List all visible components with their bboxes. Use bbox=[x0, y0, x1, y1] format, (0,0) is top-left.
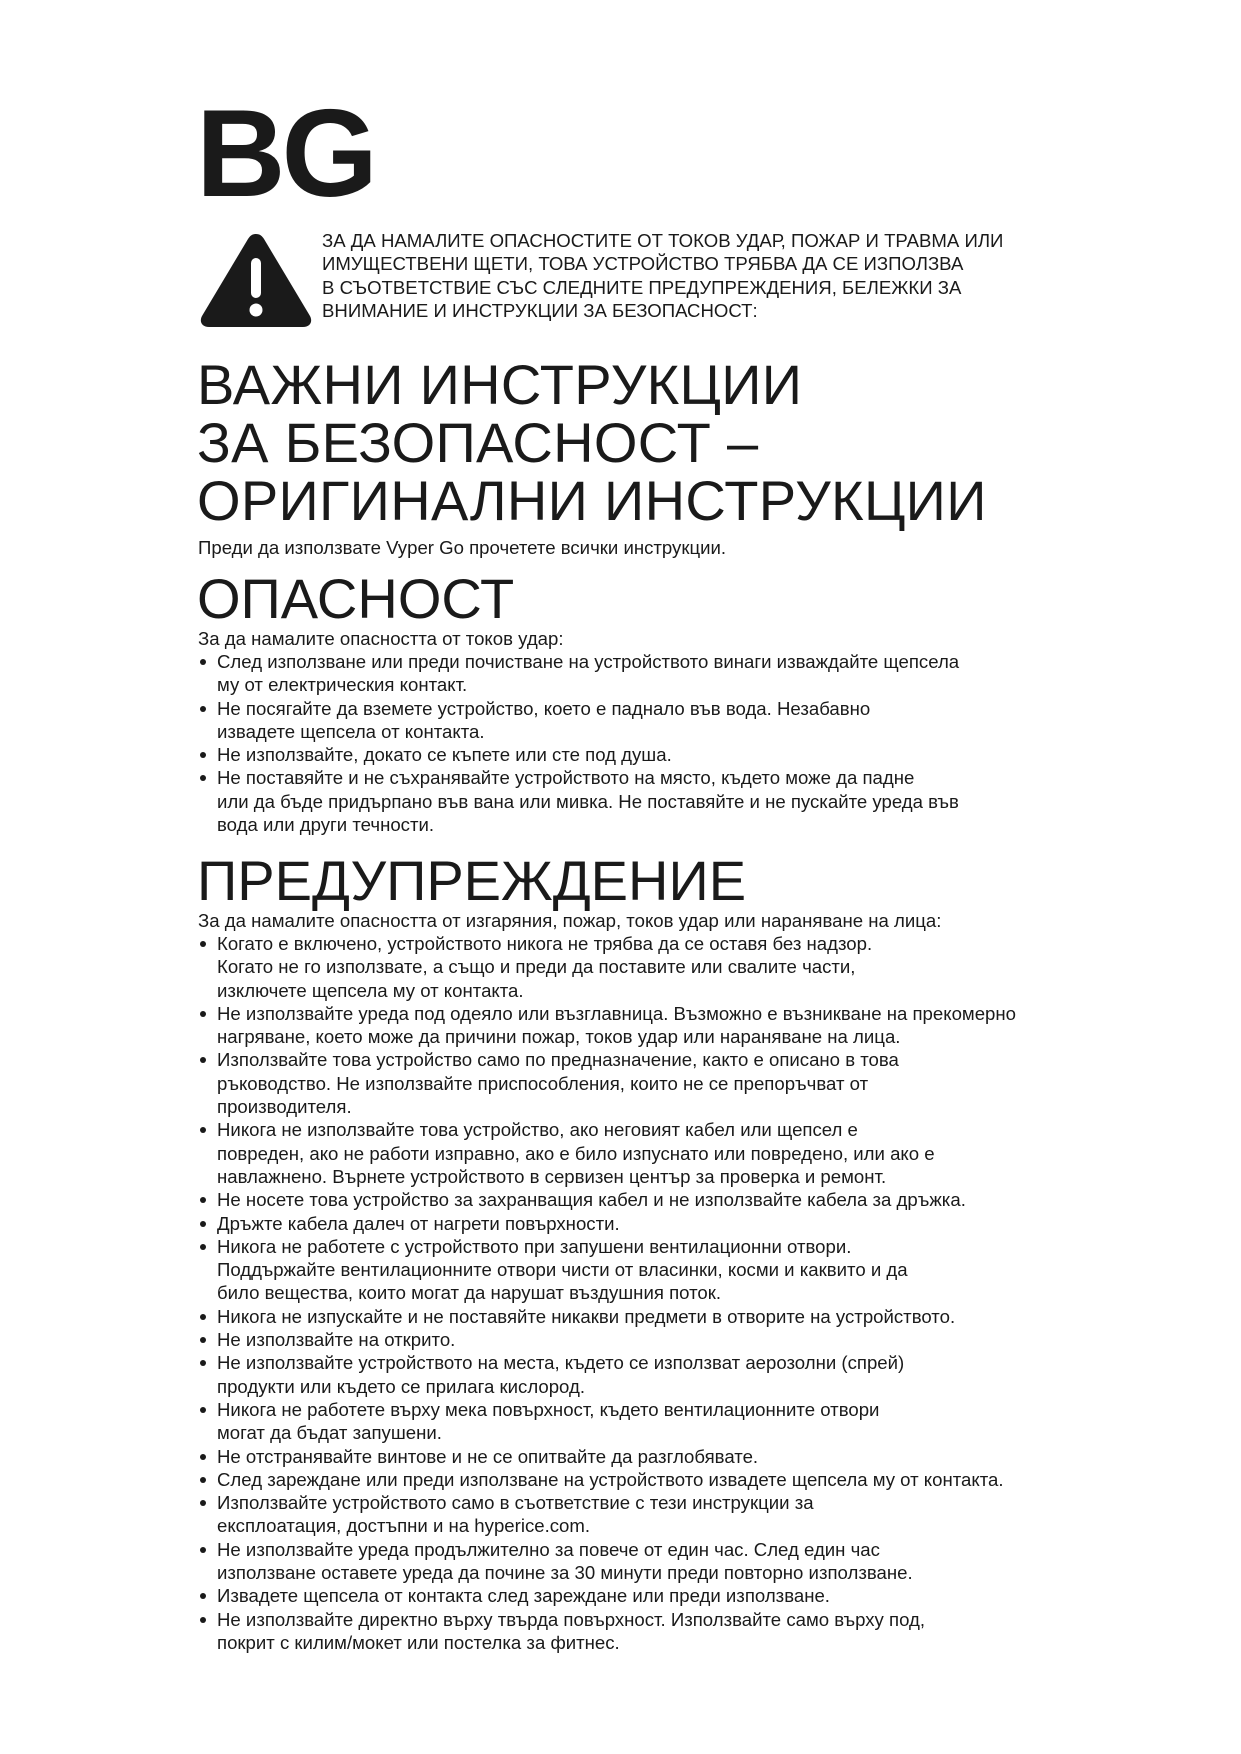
list-item-line: експлоатация, достъпни и на hyperice.com. bbox=[217, 1515, 591, 1537]
list-item-line: продукти или където се прилага кислород. bbox=[217, 1375, 586, 1397]
list-item bbox=[198, 1235, 1078, 1305]
language-code: BG bbox=[196, 85, 374, 223]
list-item bbox=[198, 766, 1078, 836]
list-item-line: Не носете това устройство за захранващия кабел и не използвайте кабела за дръжка. bbox=[217, 1189, 966, 1211]
list-item-line: вода или други течности. bbox=[217, 814, 435, 836]
list-item-line: Поддържайте вентилационните отвори чисти от власинки, косми и каквито и да bbox=[217, 1259, 908, 1281]
list-item-line: нагряване, което може да причини пожар, токов удар или нараняване на лица. bbox=[217, 1026, 901, 1048]
list-item-line: Не използвайте уреда продължително за повече от един час. След един час bbox=[217, 1538, 880, 1560]
list-item bbox=[198, 650, 1078, 697]
list-item bbox=[198, 1538, 1078, 1585]
list-item-line: Когато е включено, устройството никога не трябва да се оставя без надзор. bbox=[217, 933, 873, 954]
read-instructions-note: Преди да използвате Vyper Go прочетете всички инструкции. bbox=[198, 537, 727, 558]
list-item bbox=[198, 743, 1078, 766]
list-item bbox=[198, 1445, 1078, 1468]
list-item-line: Не използвайте, докато се къпете или сте под душа. bbox=[217, 744, 672, 766]
list-item-line: било вещества, които могат да нарушат въздушния поток. bbox=[217, 1282, 722, 1304]
list-item bbox=[198, 1118, 1078, 1188]
list-item bbox=[198, 1305, 1078, 1328]
list-item-line: Дръжте кабела далеч от нагрети повърхности. bbox=[217, 1212, 620, 1234]
danger-list bbox=[198, 650, 1078, 836]
warning-line: ЗА ДА НАМАЛИТЕ ОПАСНОСТИТЕ ОТ ТОКОВ УДАР, ПОЖАР И ТРАВМА ИЛИ bbox=[322, 230, 1004, 251]
title-line: ОРИГИНАЛНИ ИНСТРУКЦИИ bbox=[197, 469, 987, 532]
list-item bbox=[198, 1608, 1078, 1655]
list-item-line: След зареждане или преди използване на устройството извадете щепсела му от контакта. bbox=[217, 1468, 1004, 1490]
list-item-line: навлажнено. Върнете устройството в сервизен център за проверка и ремонт. bbox=[217, 1165, 887, 1187]
list-item bbox=[198, 1188, 1078, 1211]
list-item-line: Не използвайте устройството на места, където се използват аерозолни (спрей) bbox=[217, 1352, 905, 1374]
list-item-line: След използване или преди почистване на устройството винаги изваждайте щепсела bbox=[217, 651, 960, 672]
list-item bbox=[198, 1468, 1078, 1491]
list-item-line: Никога не използвайте това устройство, ако неговият кабел или щепсел е bbox=[217, 1119, 858, 1141]
safety-warning-notice bbox=[322, 229, 1082, 322]
list-item bbox=[198, 1398, 1078, 1445]
list-item-line: повреден, ако не работи изправно, ако е било изпуснато или повредено, или ако е bbox=[217, 1142, 935, 1164]
list-item-line: изключете щепсела му от контакта. bbox=[217, 979, 524, 1001]
warning-list bbox=[198, 932, 1078, 1654]
list-item bbox=[198, 1002, 1078, 1049]
list-item-line: Използвайте устройството само в съответствие с тези инструкции за bbox=[217, 1492, 814, 1514]
title-line: ЗА БЕЗОПАСНОСТ – bbox=[197, 411, 759, 474]
warning-intro: За да намалите опасността от изгаряния, пожар, токов удар или нараняване на лица: bbox=[198, 910, 942, 931]
list-item-line: Когато не го използвате, а също и преди да поставите или свалите части, bbox=[217, 956, 856, 978]
list-item bbox=[198, 1491, 1078, 1538]
list-item-line: Не използвайте директно върху твърда повърхност. Използвайте само върху под, bbox=[217, 1608, 926, 1630]
warning-heading: ПРЕДУПРЕЖДЕНИЕ bbox=[197, 849, 747, 912]
list-item-line: Никога не работете върху мека повърхност, където вентилационните отвори bbox=[217, 1398, 880, 1420]
list-item bbox=[198, 697, 1078, 744]
list-item-line: или да бъде придърпано във вана или мивка. Не поставяйте и не пускайте уреда във bbox=[217, 790, 959, 812]
list-item bbox=[198, 1212, 1078, 1235]
title-line: ВАЖНИ ИНСТРУКЦИИ bbox=[197, 353, 803, 416]
list-item-line: Не използвайте на открито. bbox=[217, 1329, 456, 1351]
warning-triangle-icon bbox=[197, 230, 315, 330]
list-item-line: Не посягайте да вземете устройство, което е паднало във вода. Незабавно bbox=[217, 697, 871, 719]
page-title bbox=[197, 353, 1097, 532]
list-item-line: му от електрическия контакт. bbox=[217, 674, 468, 696]
list-item-line: Никога не работете с устройството при запушени вентилационни отвори. bbox=[217, 1235, 852, 1257]
list-item bbox=[198, 1048, 1078, 1118]
list-item-line: Никога не изпускайте и не поставяйте никакви предмети в отворите на устройството. bbox=[217, 1305, 956, 1327]
list-item-line: ръководство. Не използвайте приспособления, които не се препоръчват от bbox=[217, 1072, 869, 1094]
list-item bbox=[198, 1351, 1078, 1398]
list-item-line: производителя. bbox=[217, 1096, 352, 1118]
list-item-line: могат да бъдат запушени. bbox=[217, 1422, 442, 1444]
list-item bbox=[198, 1328, 1078, 1351]
warning-line: В СЪОТВЕТСТВИЕ СЪС СЛЕДНИТЕ ПРЕДУПРЕЖДЕНИЯ, БЕЛЕЖКИ ЗА bbox=[322, 276, 962, 298]
list-item-line: Извадете щепсела от контакта след зареждане или преди използване. bbox=[217, 1585, 830, 1607]
list-item-line: извадете щепсела от контакта. bbox=[217, 720, 485, 742]
list-item-line: използване оставете уреда да почине за 30 минути преди повторно използване. bbox=[217, 1562, 913, 1584]
list-item-line: покрит с килим/мокет или постелка за фитнес. bbox=[217, 1631, 620, 1653]
list-item bbox=[198, 932, 1078, 1002]
list-item-line: Не използвайте уреда под одеяло или възглавница. Възможно е възникване на прекомерно bbox=[217, 1002, 1016, 1024]
danger-intro: За да намалите опасността от токов удар: bbox=[198, 628, 564, 649]
list-item-line: Не отстранявайте винтове и не се опитвайте да разглобявате. bbox=[217, 1445, 759, 1467]
list-item-line: Използвайте това устройство само по предназначение, както е описано в това bbox=[217, 1049, 899, 1071]
danger-heading: ОПАСНОСТ bbox=[197, 567, 515, 630]
warning-line: ВНИМАНИЕ И ИНСТРУКЦИИ ЗА БЕЗОПАСНОСТ: bbox=[322, 299, 758, 321]
list-item bbox=[198, 1584, 1078, 1607]
list-item-line: Не поставяйте и не съхранявайте устройството на място, където може да падне bbox=[217, 767, 915, 789]
warning-line: ИМУЩЕСТВЕНИ ЩЕТИ, ТОВА УСТРОЙСТВО ТРЯБВА ДА СЕ ИЗПОЛЗВА bbox=[322, 253, 964, 275]
